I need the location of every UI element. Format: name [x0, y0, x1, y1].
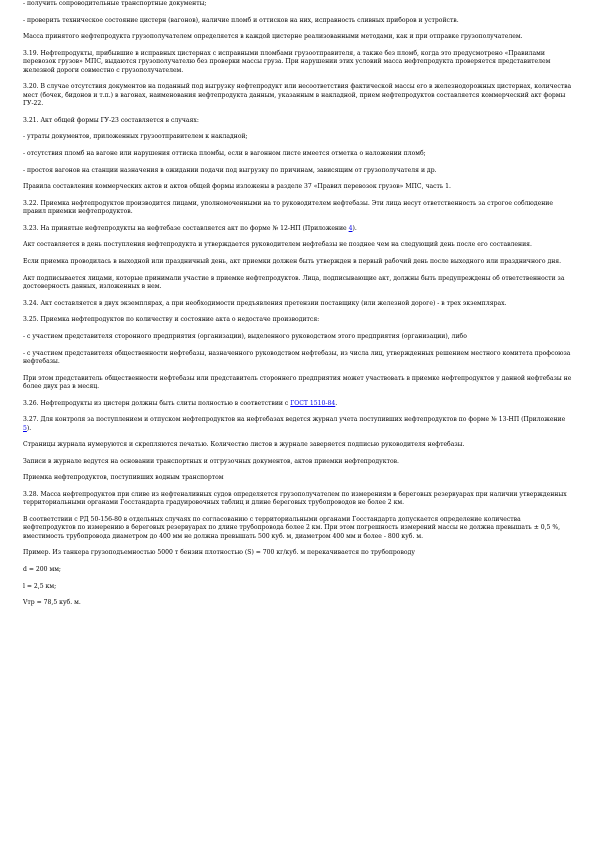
paragraph: 3.25. Приемка нефтепродуктов по количеству и состояние акта о недостаче производится:	[23, 316, 320, 324]
paragraph: - утраты документов, приложенных грузоотправителем к накладной;	[23, 133, 248, 141]
paragraph-end: ).	[352, 224, 357, 232]
paragraph: 3.21. Акт общей формы ГУ-23 составляется в случаях:	[23, 116, 199, 124]
paragraph: 3.28. Масса нефтепродуктов при сливе из нефтеналивных судов определяется грузополучателем по измерениям в береговых резервуарах при наличии утвержденных территориальными органами Госстандарта градуировочных таблиц и длине береговых трубопроводов не более 2 км.	[23, 491, 567, 507]
paragraph: При этом представитель общественности нефтебазы или представитель стороннего предприятия может участвовать в приемке нефтепродуктов у данной нефтебазы не более двух раз в месяц.	[23, 374, 572, 390]
paragraph: - с участием представителя сторонного предприятия (организации), выделенного руководством этого предприятия (организации), либо	[23, 332, 467, 340]
paragraph-end: .	[335, 399, 338, 407]
paragraph-3-23	[23, 225, 575, 233]
paragraph: Акт составляется в день поступления нефтепродукта и утверждается руководителем нефтебазы не позднее чем на следующий день после его составления.	[23, 241, 532, 249]
paragraph: - с участием представителя общественности нефтебазы, назначенного руководством нефтебазы, из числа лиц, утвержденных решением местного комитета профсоюза нефтебазы.	[23, 349, 571, 365]
gost-1510-84-link[interactable]: ГОСТ 1510-84	[290, 399, 336, 407]
document-body	[23, 0, 575, 616]
formula-line: Vтр = 78,5 куб. м.	[23, 599, 81, 607]
paragraph: - отсутствия пломб на вагоне или нарушения оттиска пломбы, если в вагонном листе имеется отметка о наложении пломб;	[23, 149, 426, 157]
formula-line: d = 200 мм;	[23, 566, 61, 574]
paragraph: 3.20. В случае отсутствия документов на поданный под выгрузку нефтепродукт или несоответствия фактической массы его в железнодорожных цистернах, количества мест (бочек, бидонов и т.п.) в вагонах, наименования нефтепродукта данным, указанным в накладной, прием нефтепродуктов составляется коммерческий акт формы ГУ-22.	[23, 83, 572, 107]
paragraph: - получить сопроводительные транспортные документы;	[23, 0, 207, 7]
formula-line: l = 2,5 км;	[23, 582, 57, 590]
paragraph: - проверить техническое состояние цистерн (вагонов), наличие пломб и оттисков на них, исправность сливных приборов и устройств.	[23, 16, 459, 24]
paragraph: Масса принятого нефтепродукта грузополучателем определяется в каждой цистерне реализованными методами, как и при отправке грузополучателем.	[23, 33, 523, 41]
paragraph: - простоя вагонов на станции назначения в ожидании подачи под выгрузку по причинам, зависящим от грузополучателя и др.	[23, 166, 437, 174]
paragraph-end: ).	[26, 424, 32, 432]
appendix-4-link[interactable]: 4	[348, 224, 353, 232]
paragraph-3-27	[23, 416, 575, 433]
paragraph: В соответствии с РД 50-156-80 в отдельных случаях по согласованию с территориальными органами Госстандарта допускается определение количества нефтепродуктов по измерению в береговых резервуарах по длине трубопровода более 2 км. При этом погрешность измерений массы не должна превышать ± 0,5 %, вместимость трубопровода диаметром до 400 мм не должна превышать 500 куб. м, диаметром 400 мм и более - 800 куб. м.	[23, 516, 561, 540]
paragraph: 3.22. Приемка нефтепродуктов производится лицами, уполномоченными на то руководителем нефтебазы. Эти лица несут ответственность за строгое соблюдение правил приемки нефтепродуктов.	[23, 199, 553, 216]
paragraph: Пример. Из танкера грузоподъемностью 5000 т бензин плотностью (S) = 700 кг/куб. м перекачивается по трубопроводу	[23, 549, 415, 557]
paragraph: Страницы журнала нумеруются и скрепляются печатью. Количество листов в журнале заверяется подписью руководителя нефтебазы.	[23, 441, 465, 449]
paragraph: Акт подписывается лицами, которые принимали участие в приемке нефтепродуктов. Лица, подписывающие акт, должны быть предупреждены об ответственности за достоверность данных, изложенных в нем.	[23, 274, 565, 291]
paragraph-text: 3.23. На принятые нефтепродукты на нефтебазе составляется акт по форме № 12-НП (Приложение	[23, 224, 349, 232]
paragraph: Если приемка проводилась в выходной или праздничный день, акт приемки должен быть утвержден в первый рабочий день после выходного или праздничного дня.	[23, 258, 562, 266]
paragraph-3-26	[23, 400, 575, 408]
appendix-5-link[interactable]: 5	[23, 424, 27, 432]
paragraph: Записи в журнале ведутся на основании транспортных и отгрузочных документов, актов приемки нефтепродуктов.	[23, 457, 399, 465]
paragraph: 3.24. Акт составляется в двух экземплярах, а при необходимости предъявления претензии поставщику (или железной дороге) - в трех экземплярах.	[23, 299, 507, 307]
paragraph: 3.19. Нефтепродукты, прибывшие в исправных цистернах с исправными пломбами грузоотправителя, а также без пломб, когда это предусмотрено «Правилами перевозок грузов» МПС, выдаются грузополучателю без проверки массы груза. При нарушении этих условий масса нефтепродукта проверяется представителем железной дороги совместно с грузополучателем.	[23, 49, 551, 74]
paragraph-text: 3.27. Для контроля за поступлением и отпуском нефтепродуктов на нефтебазах ведется журнал учета поступивших нефтепродуктов по форме № 13-НП (Приложение	[23, 416, 566, 424]
section-heading: Приемка нефтепродуктов, поступивших водным транспортом	[23, 474, 224, 482]
paragraph-text: 3.26. Нефтепродукты из цистерн должны быть слиты полностью в соответствии с	[23, 399, 291, 407]
paragraph: Правила составления коммерческих актов и актов общей формы изложены в разделе 37 «Правил перевозок грузов» МПС, часть 1.	[23, 183, 451, 191]
